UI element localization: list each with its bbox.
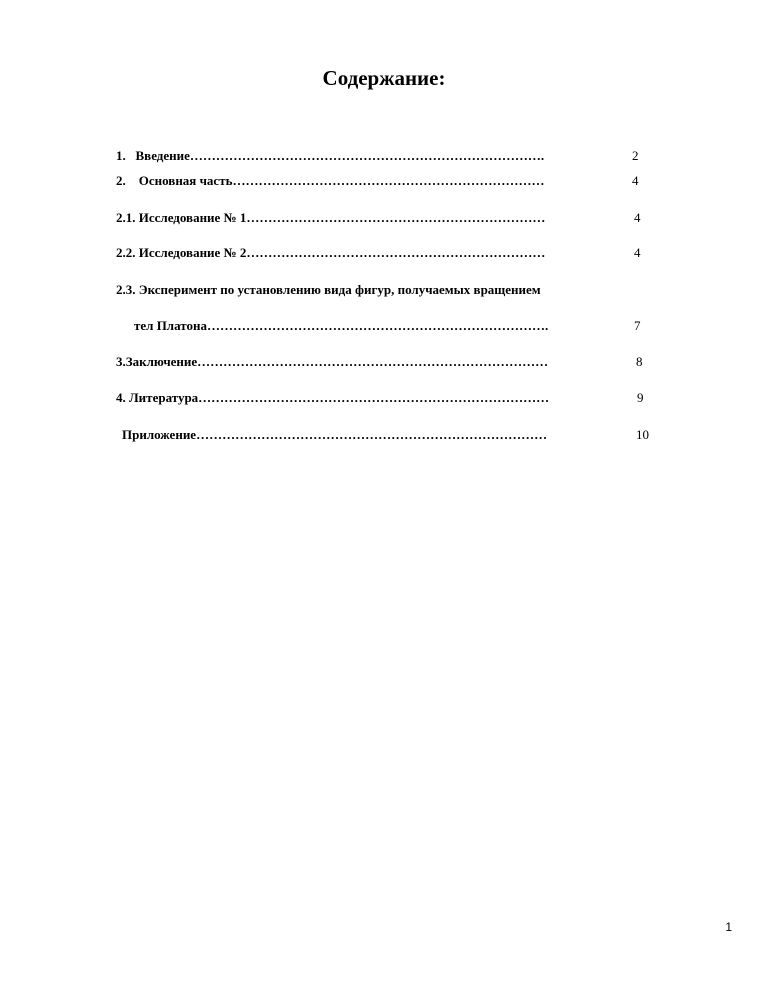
page-title: Содержание:	[322, 66, 446, 90]
toc-entry-study-2: 2.2. Исследование № 2……………………………………………………………	[116, 245, 546, 260]
toc-page-main-part: 4	[632, 173, 639, 188]
page-number: 1	[725, 920, 732, 934]
toc-page-study-2: 4	[634, 245, 641, 260]
toc-entry-conclusion: 3.Заключение………………………………………………………………………	[116, 354, 549, 369]
toc-entry-appendix: Приложение………………………………………………………………………	[122, 427, 548, 442]
toc-page-study-1: 4	[634, 210, 641, 225]
toc-page-literature: 9	[637, 390, 644, 405]
toc-entry-study-1: 2.1. Исследование № 1……………………………………………………………	[116, 210, 546, 225]
toc-page-introduction: 2	[632, 148, 639, 163]
toc-entry-experiment-continued: тел Платона…………………………………………………………………….	[134, 318, 549, 333]
toc-page-appendix: 10	[636, 427, 649, 442]
toc-entry-main-part: 2. Основная часть………………………………………………………………	[116, 173, 545, 188]
toc-entry-introduction: 1. Введение……………………………………………………………………….	[116, 148, 545, 163]
toc-entry-experiment: 2.3. Эксперимент по установлению вида фигур, получаемых вращением	[116, 282, 541, 297]
toc-page-experiment: 7	[634, 318, 641, 333]
toc-page-conclusion: 8	[636, 354, 643, 369]
toc-entry-literature: 4. Литература………………………………………………………………………	[116, 390, 550, 405]
